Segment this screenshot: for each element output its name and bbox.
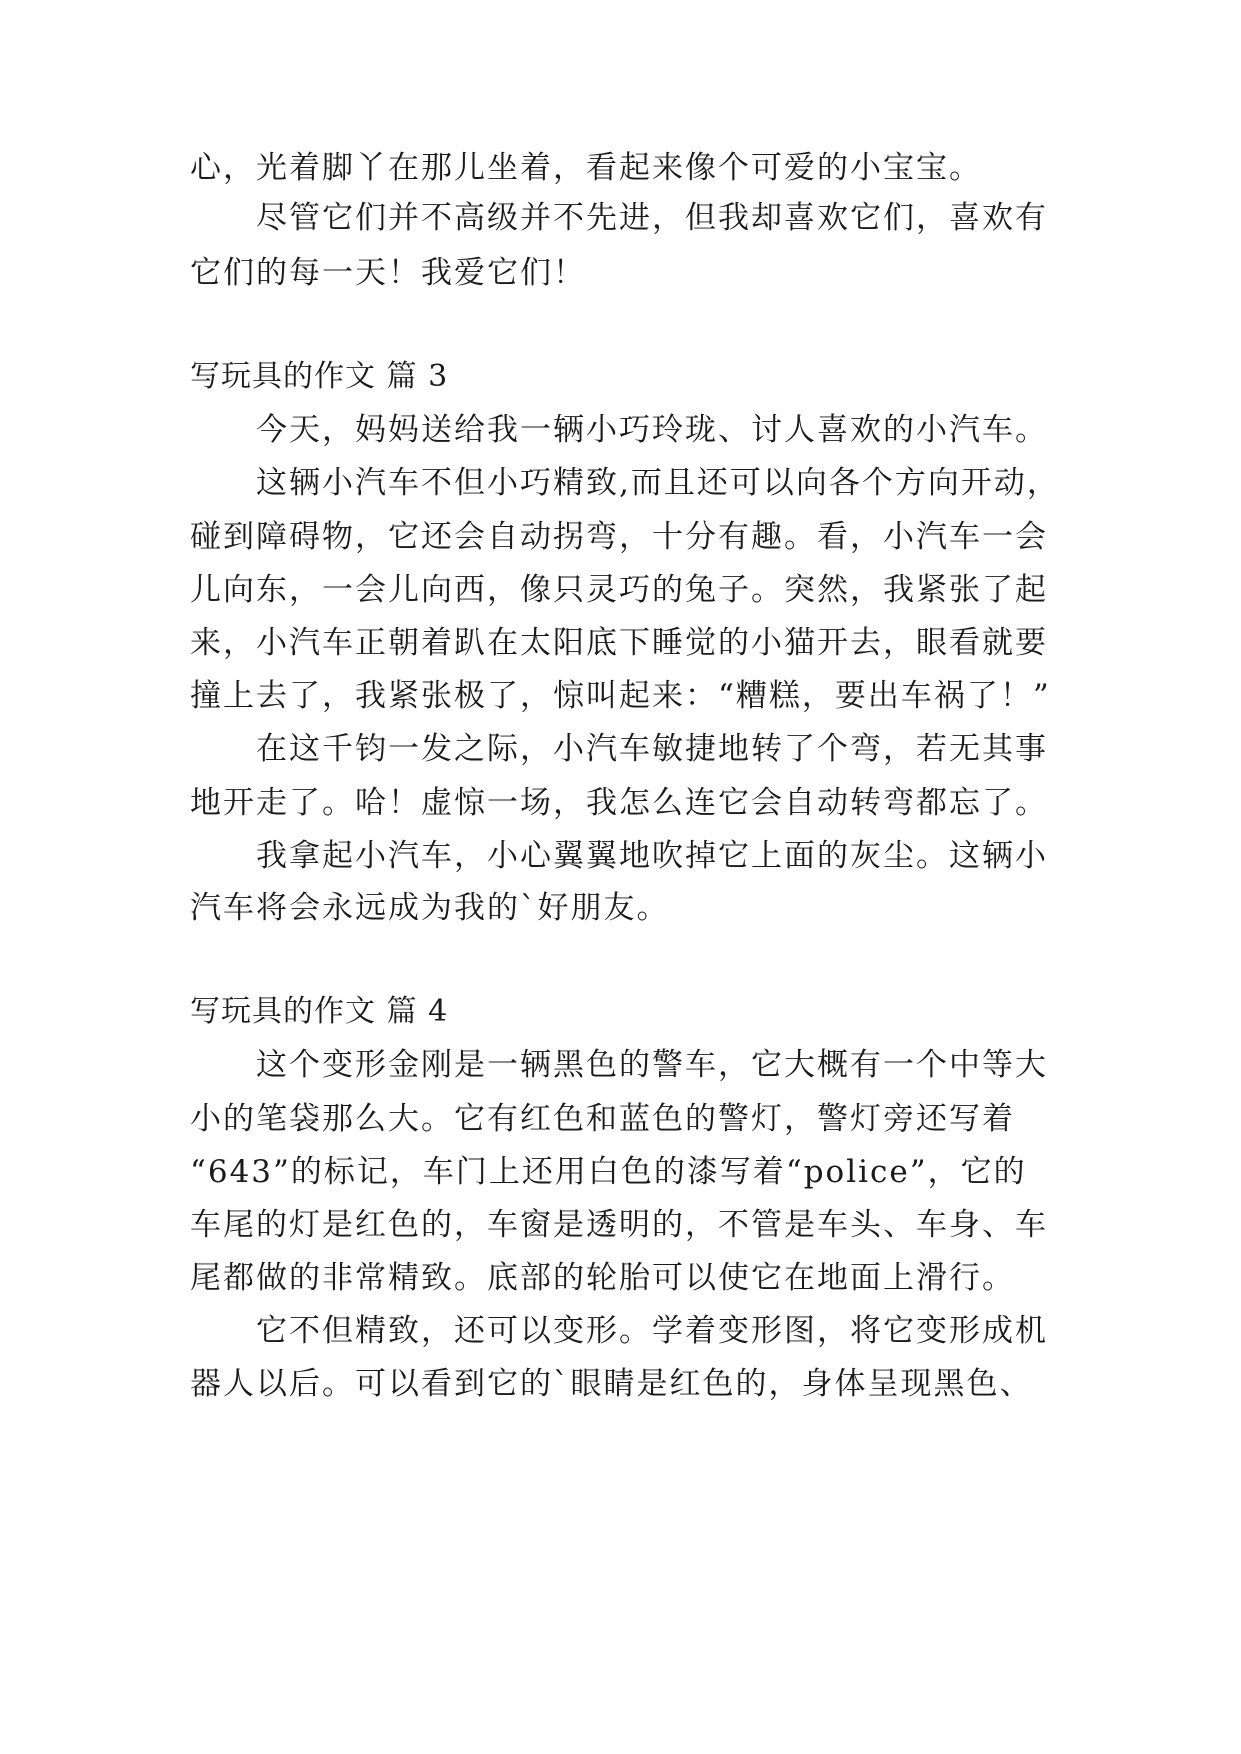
section-3-heading: 写玩具的作文 篇 3 <box>190 359 449 394</box>
intro-line-1: 心，光着脚丫在那儿坐着，看起来像个可爱的小宝宝。 <box>190 150 982 186</box>
section-3-p4-line-2: 汽车将会永远成为我的`好朋友。 <box>190 890 670 926</box>
section-3-p2-line-3: 儿向东，一会儿向西，像只灵巧的兔子。突然，我紧张了起 <box>190 572 1048 608</box>
section-3-p1-line-1: 今天，妈妈送给我一辆小巧玲珑、讨人喜欢的小汽车。 <box>256 412 1048 448</box>
intro-para2-line-1: 尽管它们并不高级并不先进，但我却喜欢它们，喜欢有 <box>256 200 1048 236</box>
section-3-p3-line-1: 在这千钧一发之际，小汽车敏捷地转了个弯，若无其事 <box>256 731 1048 767</box>
section-3-p2-line-1: 这辆小汽车不但小巧精致,而且还可以向各个方向开动， <box>256 465 1060 501</box>
section-4-p1-line-3: “643”的标记，车门上还用白色的漆写着“police”，它的 <box>190 1154 1027 1190</box>
section-3-p2-line-4: 来，小汽车正朝着趴在太阳底下睡觉的小猫开去，眼看就要 <box>190 625 1048 661</box>
section-4-p1-line-4: 车尾的灯是红色的，车窗是透明的，不管是车头、车身、车 <box>190 1207 1048 1243</box>
section-4-p1-line-2: 小的笔袋那么大。它有红色和蓝色的警灯，警灯旁还写着 <box>190 1101 1015 1137</box>
section-4-p1-line-5: 尾都做的非常精致。底部的轮胎可以使它在地面上滑行。 <box>190 1260 1015 1296</box>
section-3-p3-line-2: 地开走了。哈！虚惊一场，我怎么连它会自动转弯都忘了。 <box>190 785 1048 821</box>
section-3-p2-line-2: 碰到障碍物，它还会自动拐弯，十分有趣。看，小汽车一会 <box>190 519 1048 555</box>
section-4-p1-line-1: 这个变形金刚是一辆黑色的警车，它大概有一个中等大 <box>256 1047 1048 1083</box>
section-4-p2-line-2: 器人以后。可以看到它的`眼睛是红色的，身体呈现黑色、 <box>190 1366 1033 1402</box>
intro-para2-line-2: 它们的每一天！我爱它们！ <box>190 255 586 291</box>
section-3-p2-line-5: 撞上去了，我紧张极了，惊叫起来：“糟糕，要出车祸了！” <box>190 678 1051 714</box>
section-4-p2-line-1: 它不但精致，还可以变形。学着变形图，将它变形成机 <box>256 1313 1048 1349</box>
section-4-heading: 写玩具的作文 篇 4 <box>190 994 449 1029</box>
section-3-p4-line-1: 我拿起小汽车，小心翼翼地吹掉它上面的灰尘。这辆小 <box>256 838 1048 874</box>
